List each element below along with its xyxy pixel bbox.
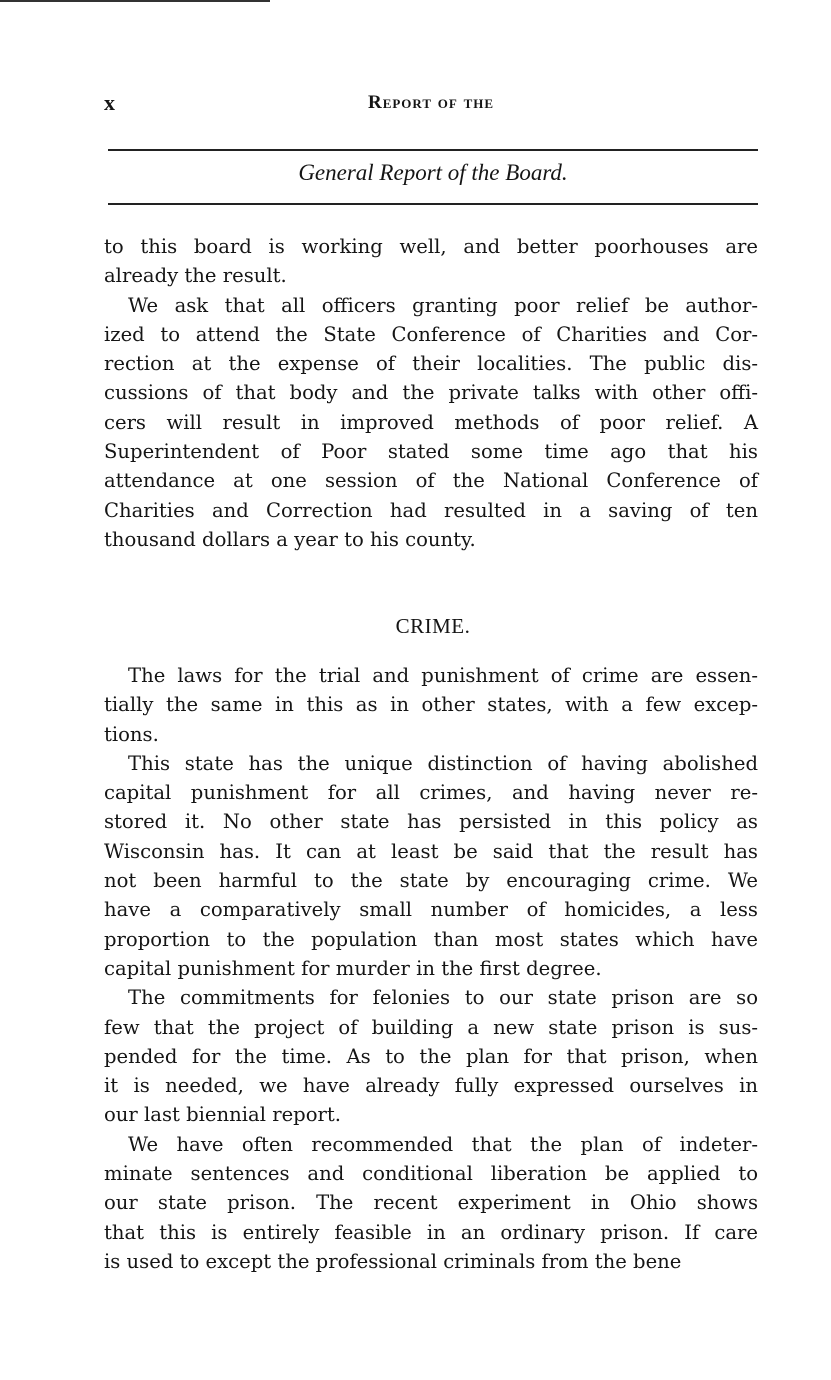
- text-line: minate sentences and conditional liberation be applied to: [104, 1162, 758, 1186]
- text-line: stored it. No other state has persisted in this policy as: [104, 810, 758, 834]
- text-block-poor-relief: [104, 232, 758, 554]
- text-line: our state prison. The recent experiment in Ohio shows: [104, 1191, 758, 1215]
- text-line: proportion to the population than most states which have: [104, 927, 758, 951]
- text-line: cers will result in improved methods of poor relief. A: [104, 410, 758, 434]
- text-line: We ask that all officers granting poor relief be author-: [128, 293, 758, 317]
- header-rule-bottom: [108, 203, 758, 205]
- top-edge-rule: [0, 0, 270, 2]
- text-line: pended for the time. As to the plan for that prison, when: [104, 1044, 758, 1068]
- text-line: Superintendent of Poor stated some time ago that his: [104, 440, 758, 464]
- section-title-crime: CRIME.: [395, 614, 471, 638]
- text-line: not been harmful to the state by encouraging crime. We: [104, 869, 758, 893]
- text-line: that this is entirely feasible in an ordinary prison. If care: [104, 1220, 758, 1244]
- text-line: tially the same in this as in other states, with a few excep-: [104, 693, 758, 717]
- text-line: is used to except the professional criminals from the bene: [104, 1249, 682, 1273]
- text-line: attendance at one session of the National Conference of: [104, 469, 758, 493]
- text-line: Charities and Correction had resulted in a saving of ten: [104, 498, 758, 522]
- text-line: thousand dollars a year to his county.: [104, 527, 476, 551]
- text-line: our last biennial report.: [104, 1103, 341, 1127]
- text-line: cussions of that body and the private talks with other offi-: [104, 381, 758, 405]
- text-line: The laws for the trial and punishment of crime are essen-: [128, 664, 758, 687]
- page-header: [104, 90, 758, 116]
- text-line: Wisconsin has. It can at least be said that the result has: [104, 839, 758, 863]
- section-subhead: General Report of the Board.: [298, 160, 568, 185]
- text-line: to this board is working well, and better poorhouses are: [104, 235, 758, 258]
- text-line: already the result.: [104, 264, 287, 288]
- text-line: tions.: [104, 722, 159, 746]
- text-line: This state has the unique distinction of having abolished: [128, 751, 758, 775]
- header-rule-top: [108, 149, 758, 151]
- text-line: ized to attend the State Conference of Charities and Cor-: [104, 322, 758, 346]
- text-line: capital punishment for all crimes, and having never re-: [104, 781, 758, 805]
- running-head: Report of the: [367, 92, 495, 113]
- text-line: The commitments for felonies to our state prison are so: [128, 986, 758, 1010]
- text-line: have a comparatively small number of homicides, a less: [104, 898, 758, 922]
- text-line: it is needed, we have already fully expressed ourselves in: [104, 1074, 758, 1098]
- text-block-crime: [104, 661, 758, 1276]
- page-number: x: [104, 90, 115, 115]
- text-line: capital punishment for murder in the first degree.: [104, 956, 602, 980]
- text-line: few that the project of building a new state prison is sus-: [104, 1015, 758, 1039]
- text-line: We have often recommended that the plan of indeter-: [128, 1132, 758, 1156]
- text-line: rection at the expense of their localities. The public dis-: [104, 352, 758, 376]
